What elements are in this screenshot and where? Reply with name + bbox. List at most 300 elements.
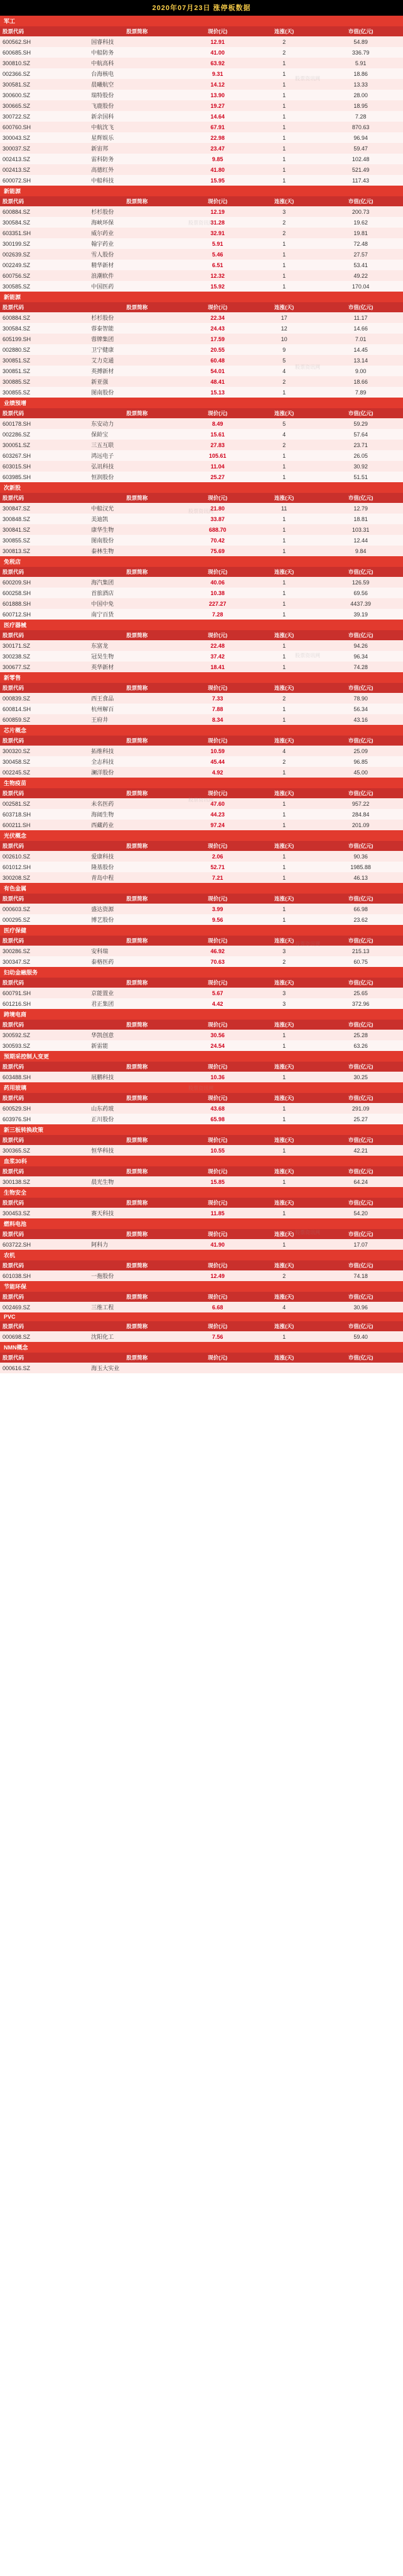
table-row[interactable] xyxy=(0,1239,403,1250)
consecutive-days: 1 xyxy=(282,92,286,98)
table-row[interactable] xyxy=(0,68,403,79)
table-row[interactable] xyxy=(0,514,403,524)
column-header: 股票简称 xyxy=(89,1353,185,1363)
stock-name: 东安动力 xyxy=(91,421,114,427)
market-cap: 23.71 xyxy=(353,441,368,448)
stock-name: 康华生物 xyxy=(91,527,114,533)
table-row[interactable] xyxy=(0,355,403,366)
column-header: 股票代码 xyxy=(0,1020,89,1030)
table-row[interactable] xyxy=(0,228,403,238)
watermark: 股票资讯网 xyxy=(295,1230,320,1235)
stock-code: 603015.SH xyxy=(3,463,31,470)
stock-code: 002413.SZ xyxy=(3,156,31,162)
table-row[interactable] xyxy=(0,1208,403,1218)
table-row[interactable] xyxy=(0,988,403,998)
market-cap: 59.40 xyxy=(353,1333,368,1340)
stock-name: 中航沈飞 xyxy=(91,124,114,130)
table-row[interactable] xyxy=(0,440,403,450)
column-header: 市值(亿元) xyxy=(318,1135,403,1145)
table-row[interactable] xyxy=(0,862,403,872)
consecutive-days: 4 xyxy=(282,431,286,438)
consecutive-days: 1 xyxy=(282,579,286,586)
consecutive-days: 1 xyxy=(282,1147,286,1154)
current-price: 11.04 xyxy=(210,463,225,470)
market-cap: 39.19 xyxy=(353,611,368,618)
column-header: 股票简称 xyxy=(89,1198,185,1208)
table-row[interactable] xyxy=(0,260,403,270)
current-price: 23.47 xyxy=(210,145,225,152)
market-cap: 336.79 xyxy=(352,49,370,56)
market-cap: 59.47 xyxy=(353,145,368,152)
market-cap: 18.95 xyxy=(353,102,368,109)
table-row[interactable] xyxy=(0,756,403,767)
table-row[interactable] xyxy=(0,1114,403,1124)
watermark: 股票资讯网 xyxy=(295,653,320,658)
current-price: 52.71 xyxy=(210,863,225,870)
stock-name: 博艺股份 xyxy=(91,917,114,923)
stock-name: 图南股份 xyxy=(91,537,114,544)
stock-code: 600072.SH xyxy=(3,177,31,184)
column-header: 连涨(天) xyxy=(250,736,318,746)
table-header-row xyxy=(0,1292,403,1302)
market-cap: 26.05 xyxy=(353,452,368,459)
table-row[interactable] xyxy=(0,914,403,925)
stock-name: 海玉大实业 xyxy=(91,1365,120,1371)
table-row[interactable] xyxy=(0,1270,403,1281)
table-row[interactable] xyxy=(0,1072,403,1082)
consecutive-days: 1 xyxy=(282,916,286,923)
sector-title: 节能环保 xyxy=(0,1281,403,1292)
stock-name: 中船汉光 xyxy=(91,505,114,512)
stock-table xyxy=(0,26,403,186)
current-price: 4.92 xyxy=(212,769,223,776)
stock-name: 精华新材 xyxy=(91,262,114,268)
consecutive-days: 3 xyxy=(282,1000,286,1007)
table-row[interactable] xyxy=(0,111,403,122)
stock-table xyxy=(0,841,403,883)
sector-title: 光伏概念 xyxy=(0,830,403,841)
sector-block xyxy=(0,398,403,482)
market-cap: 27.57 xyxy=(353,251,368,258)
market-cap: 96.85 xyxy=(353,758,368,765)
table-row[interactable] xyxy=(0,122,403,132)
table-row[interactable] xyxy=(0,588,403,598)
table-header-row xyxy=(0,1062,403,1072)
market-cap: 215.13 xyxy=(352,948,370,954)
table-row[interactable] xyxy=(0,143,403,154)
current-price: 4.42 xyxy=(212,1000,223,1007)
table-row[interactable] xyxy=(0,154,403,164)
table-row[interactable] xyxy=(0,270,403,281)
stock-code: 300847.SZ xyxy=(3,505,31,512)
table-header-row xyxy=(0,196,403,206)
table-row[interactable] xyxy=(0,238,403,249)
stock-name: 雷科防务 xyxy=(91,156,114,162)
consecutive-days: 1 xyxy=(282,853,286,860)
column-header: 现价(元) xyxy=(185,683,250,693)
watermark: 股票资讯网 xyxy=(188,509,213,514)
sector-title: 新能源 xyxy=(0,186,403,196)
table-row[interactable] xyxy=(0,1145,403,1156)
column-header: 股票简称 xyxy=(89,978,185,988)
column-header: 连涨(天) xyxy=(250,493,318,503)
table-row[interactable] xyxy=(0,693,403,704)
table-row[interactable] xyxy=(0,640,403,651)
sector-block xyxy=(0,1218,403,1250)
table-header-row xyxy=(0,683,403,693)
column-header: 现价(元) xyxy=(185,567,250,577)
table-row[interactable] xyxy=(0,132,403,143)
sector-block xyxy=(0,1009,403,1051)
current-price: 15.95 xyxy=(210,177,225,184)
column-header: 市值(亿元) xyxy=(318,1062,403,1072)
stock-name: 全志科技 xyxy=(91,759,114,765)
stock-name: 泰林生物 xyxy=(91,548,114,554)
stock-name: 新宙邦 xyxy=(91,145,109,152)
market-cap: 30.96 xyxy=(353,1304,368,1311)
stock-name: 三维工程 xyxy=(91,1304,114,1311)
column-header: 现价(元) xyxy=(185,1166,250,1176)
table-row[interactable] xyxy=(0,418,403,429)
stock-code: 000698.SZ xyxy=(3,1333,31,1340)
stock-code: 300722.SZ xyxy=(3,113,31,120)
consecutive-days: 1 xyxy=(282,1210,286,1217)
consecutive-days: 3 xyxy=(282,948,286,954)
current-price: 8.49 xyxy=(212,420,223,427)
table-row[interactable] xyxy=(0,956,403,967)
market-cap: 54.89 xyxy=(353,38,368,45)
sector-title: 新能源 xyxy=(0,292,403,302)
column-header: 股票简称 xyxy=(89,302,185,312)
market-cap: 9.84 xyxy=(355,547,367,554)
stock-code: 300593.SZ xyxy=(3,1042,31,1049)
current-price: 21.80 xyxy=(210,505,225,512)
consecutive-days: 1 xyxy=(282,283,286,290)
table-row[interactable] xyxy=(0,1176,403,1187)
column-header: 现价(元) xyxy=(185,630,250,640)
stock-name: 英搏新材 xyxy=(91,368,114,374)
table-header-row xyxy=(0,26,403,36)
column-header: 市值(亿元) xyxy=(318,196,403,206)
current-price: 7.56 xyxy=(212,1333,223,1340)
consecutive-days: 1 xyxy=(282,642,286,649)
table-row[interactable] xyxy=(0,281,403,292)
column-header: 市值(亿元) xyxy=(318,630,403,640)
current-price: 688.70 xyxy=(208,526,227,533)
table-row[interactable] xyxy=(0,461,403,472)
column-header: 股票代码 xyxy=(0,1135,89,1145)
table-row[interactable] xyxy=(0,767,403,778)
table-row[interactable] xyxy=(0,472,403,482)
stock-name: 青岛中程 xyxy=(91,875,114,881)
market-cap: 74.18 xyxy=(353,1272,368,1279)
table-row[interactable] xyxy=(0,524,403,535)
stock-code: 603488.SH xyxy=(3,1074,31,1080)
market-cap: 7.89 xyxy=(355,389,367,396)
table-header-row xyxy=(0,493,403,503)
consecutive-days: 1 xyxy=(282,156,286,162)
table-row[interactable] xyxy=(0,323,403,334)
column-header: 股票简称 xyxy=(89,1062,185,1072)
stock-code: 600529.SH xyxy=(3,1105,31,1112)
stock-table xyxy=(0,1135,403,1156)
table-row[interactable] xyxy=(0,809,403,820)
market-cap: 42.21 xyxy=(353,1147,368,1154)
column-header: 股票简称 xyxy=(89,841,185,851)
stock-code: 600814.SH xyxy=(3,705,31,712)
consecutive-days: 1 xyxy=(282,874,286,881)
consecutive-days: 2 xyxy=(282,695,286,702)
consecutive-days: 1 xyxy=(282,389,286,396)
current-price: 5.46 xyxy=(212,251,223,258)
stock-name: 中船防务 xyxy=(91,50,114,56)
sector-block xyxy=(0,16,403,186)
current-price: 67.91 xyxy=(210,124,225,130)
consecutive-days: 1 xyxy=(282,769,286,776)
stock-code: 002469.SZ xyxy=(3,1304,31,1311)
stock-name: 新亚强 xyxy=(91,379,109,385)
column-header: 现价(元) xyxy=(185,1135,250,1145)
column-header: 连涨(天) xyxy=(250,1135,318,1145)
table-row[interactable] xyxy=(0,746,403,756)
table-row[interactable] xyxy=(0,998,403,1009)
current-price: 11.85 xyxy=(210,1210,225,1217)
table-row[interactable] xyxy=(0,58,403,68)
table-row[interactable] xyxy=(0,206,403,217)
table-header-row xyxy=(0,1321,403,1331)
consecutive-days: 11 xyxy=(281,505,287,512)
stock-code: 300458.SZ xyxy=(3,758,31,765)
table-row[interactable] xyxy=(0,217,403,228)
column-header: 市值(亿元) xyxy=(318,683,403,693)
table-row[interactable] xyxy=(0,946,403,956)
stock-code: 300581.SZ xyxy=(3,81,31,88)
table-row[interactable] xyxy=(0,651,403,662)
current-price: 41.80 xyxy=(210,166,225,173)
consecutive-days: 1 xyxy=(282,600,286,607)
table-row[interactable] xyxy=(0,100,403,111)
table-row[interactable] xyxy=(0,1363,403,1373)
consecutive-days: 1 xyxy=(282,863,286,870)
stock-code: 002249.SZ xyxy=(3,261,31,268)
table-row[interactable] xyxy=(0,312,403,323)
table-row[interactable] xyxy=(0,704,403,714)
column-header: 连涨(天) xyxy=(250,978,318,988)
table-row[interactable] xyxy=(0,36,403,47)
consecutive-days: 1 xyxy=(282,705,286,712)
table-row[interactable] xyxy=(0,872,403,883)
consecutive-days: 4 xyxy=(282,367,286,374)
column-header: 市值(亿元) xyxy=(318,1198,403,1208)
stock-name: 南宁百货 xyxy=(91,611,114,618)
market-cap: 49.22 xyxy=(353,272,368,279)
stock-code: 300841.SZ xyxy=(3,526,31,533)
consecutive-days: 1 xyxy=(282,537,286,544)
current-price: 63.92 xyxy=(210,60,225,66)
table-header-row xyxy=(0,978,403,988)
table-row[interactable] xyxy=(0,1302,403,1312)
table-row[interactable] xyxy=(0,164,403,175)
stock-code: 002880.SZ xyxy=(3,346,31,353)
table-row[interactable] xyxy=(0,387,403,398)
stock-table xyxy=(0,1198,403,1218)
sector-block xyxy=(0,1312,403,1342)
stock-code: 603718.SH xyxy=(3,811,31,818)
consecutive-days: 5 xyxy=(282,357,286,364)
market-cap: 51.51 xyxy=(353,473,368,480)
table-row[interactable] xyxy=(0,503,403,514)
stock-code: 601216.SH xyxy=(3,1000,31,1007)
sector-block xyxy=(0,556,403,620)
stock-code: 300600.SZ xyxy=(3,92,31,98)
consecutive-days: 1 xyxy=(282,800,286,807)
table-row[interactable] xyxy=(0,798,403,809)
stock-table xyxy=(0,788,403,830)
stock-name: 杉杉股份 xyxy=(91,315,114,321)
stock-name: 西藏药业 xyxy=(91,822,114,828)
table-row[interactable] xyxy=(0,546,403,556)
table-row[interactable] xyxy=(0,1331,403,1342)
column-header: 股票简称 xyxy=(89,493,185,503)
consecutive-days: 1 xyxy=(282,272,286,279)
table-row[interactable] xyxy=(0,175,403,186)
table-row[interactable] xyxy=(0,1030,403,1040)
table-row[interactable] xyxy=(0,714,403,725)
stock-name: 保龄宝 xyxy=(91,431,109,438)
table-row[interactable] xyxy=(0,1103,403,1114)
current-price: 22.98 xyxy=(210,134,225,141)
consecutive-days: 1 xyxy=(282,81,286,88)
current-price: 60.48 xyxy=(210,357,225,364)
table-row[interactable] xyxy=(0,90,403,100)
table-header-row xyxy=(0,302,403,312)
stock-table xyxy=(0,1020,403,1051)
market-cap: 7.01 xyxy=(355,335,367,342)
stock-name: 安科瑞 xyxy=(91,948,109,954)
table-row[interactable] xyxy=(0,535,403,546)
stock-code: 300208.SZ xyxy=(3,874,31,881)
sector-block xyxy=(0,883,403,925)
table-row[interactable] xyxy=(0,450,403,461)
stock-code: 300851.SZ xyxy=(3,357,31,364)
market-cap: 25.09 xyxy=(353,747,368,754)
stock-code: 300043.SZ xyxy=(3,134,31,141)
table-row[interactable] xyxy=(0,429,403,440)
watermark: 股票资讯网 xyxy=(295,76,320,82)
current-price: 15.85 xyxy=(210,1178,225,1185)
stock-name: 三五互联 xyxy=(91,442,114,448)
table-row[interactable] xyxy=(0,662,403,672)
stock-code: 600562.SH xyxy=(3,38,31,45)
column-header: 连涨(天) xyxy=(250,1260,318,1270)
table-row[interactable] xyxy=(0,249,403,260)
sector-block xyxy=(0,1187,403,1218)
current-price: 70.42 xyxy=(210,537,225,544)
stock-table xyxy=(0,630,403,672)
table-row[interactable] xyxy=(0,609,403,620)
stock-name: 海汽集团 xyxy=(91,579,114,586)
column-header: 股票简称 xyxy=(89,26,185,36)
sector-title: 妇幼金融服务 xyxy=(0,967,403,978)
market-cap: 284.84 xyxy=(352,811,370,818)
stock-table xyxy=(0,1260,403,1281)
current-price: 40.06 xyxy=(210,579,225,586)
table-row[interactable] xyxy=(0,334,403,344)
column-header: 股票代码 xyxy=(0,196,89,206)
consecutive-days: 3 xyxy=(282,990,286,996)
sector-block xyxy=(0,925,403,967)
table-row[interactable] xyxy=(0,366,403,376)
current-price: 5.91 xyxy=(212,240,223,247)
table-row[interactable] xyxy=(0,577,403,588)
table-header-row xyxy=(0,894,403,904)
column-header: 股票代码 xyxy=(0,1260,89,1270)
market-cap: 19.81 xyxy=(353,230,368,236)
stock-name: 赛天科技 xyxy=(91,1210,114,1217)
stock-name: 飞鹿股份 xyxy=(91,103,114,109)
market-cap: 13.33 xyxy=(353,81,368,88)
stock-code: 300855.SZ xyxy=(3,537,31,544)
current-price: 17.59 xyxy=(210,335,225,342)
current-price: 37.42 xyxy=(210,653,225,660)
current-price: 12.19 xyxy=(210,208,225,215)
market-cap: 18.66 xyxy=(353,378,368,385)
consecutive-days: 1 xyxy=(282,1105,286,1112)
table-row[interactable] xyxy=(0,1040,403,1051)
stock-table xyxy=(0,493,403,556)
stock-name: 瑞特股份 xyxy=(91,92,114,98)
table-row[interactable] xyxy=(0,376,403,387)
stock-code: 600859.SZ xyxy=(3,716,31,723)
table-row[interactable] xyxy=(0,344,403,355)
stock-name: 一拖股份 xyxy=(91,1273,114,1279)
market-cap: 103.31 xyxy=(352,526,370,533)
stock-code: 300320.SZ xyxy=(3,747,31,754)
column-header: 现价(元) xyxy=(185,302,250,312)
stock-name: 杭州解百 xyxy=(91,706,114,712)
current-price: 19.27 xyxy=(210,102,225,109)
consecutive-days: 2 xyxy=(282,758,286,765)
sector-title: 农机 xyxy=(0,1250,403,1260)
sector-title: 业绩预增 xyxy=(0,398,403,408)
consecutive-days: 1 xyxy=(282,240,286,247)
market-cap: 1985.88 xyxy=(350,863,371,870)
market-cap: 43.16 xyxy=(353,716,368,723)
consecutive-days: 4 xyxy=(282,747,286,754)
table-row[interactable] xyxy=(0,851,403,862)
column-header: 股票简称 xyxy=(89,630,185,640)
stock-code: 300885.SZ xyxy=(3,378,31,385)
consecutive-days: 1 xyxy=(282,1241,286,1248)
table-row[interactable] xyxy=(0,79,403,90)
current-price: 14.64 xyxy=(210,113,225,120)
column-header: 连涨(天) xyxy=(250,841,318,851)
current-price: 47.60 xyxy=(210,800,225,807)
current-price: 46.92 xyxy=(210,948,225,954)
stock-name: 展鹏科技 xyxy=(91,1074,114,1080)
table-row[interactable] xyxy=(0,820,403,830)
table-row[interactable] xyxy=(0,598,403,609)
consecutive-days: 2 xyxy=(282,219,286,226)
table-row[interactable] xyxy=(0,904,403,914)
market-cap: 14.66 xyxy=(353,325,368,332)
market-cap: 13.14 xyxy=(353,357,368,364)
column-header: 股票简称 xyxy=(89,936,185,946)
market-cap: 372.96 xyxy=(352,1000,370,1007)
table-row[interactable] xyxy=(0,47,403,58)
current-price: 27.83 xyxy=(210,441,225,448)
column-header: 现价(元) xyxy=(185,196,250,206)
